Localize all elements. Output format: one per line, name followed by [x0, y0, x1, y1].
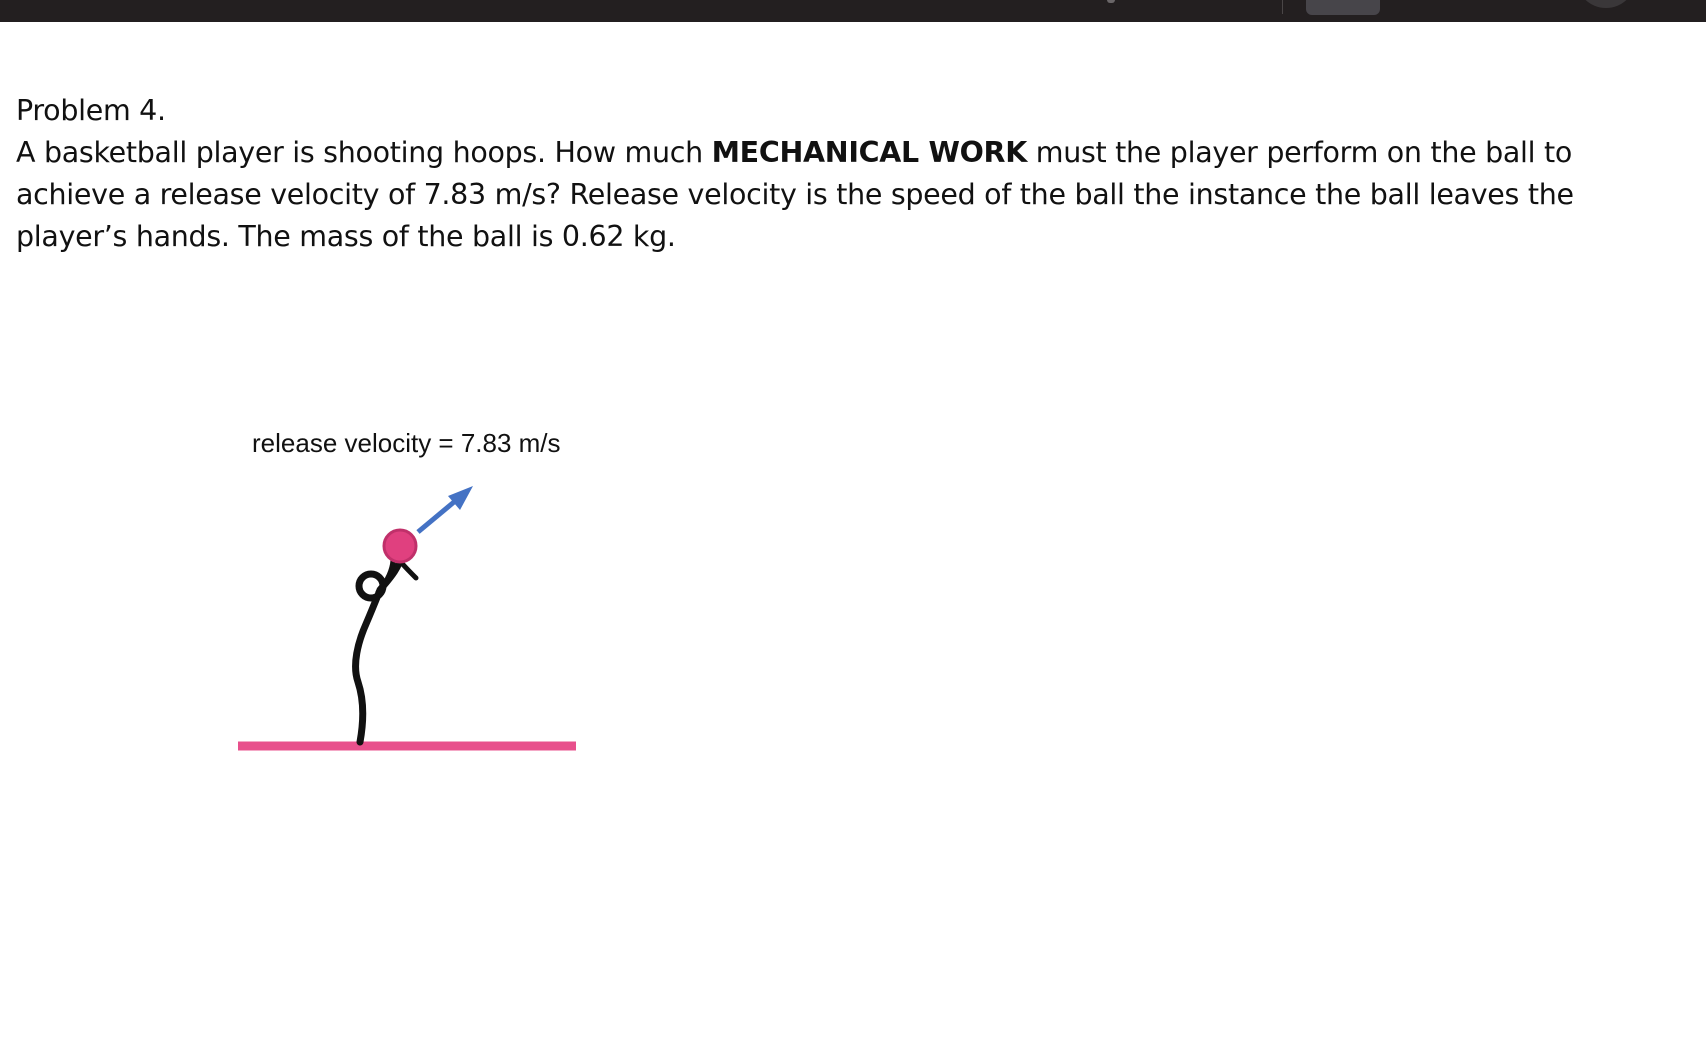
figure-drawing — [230, 420, 630, 770]
toolbar-indicator — [1107, 0, 1115, 3]
problem-text — [16, 132, 1656, 258]
top-toolbar — [0, 0, 1706, 22]
stick-figure-icon — [356, 548, 416, 742]
problem-heading: Problem 4. — [16, 94, 166, 127]
problem-block — [16, 90, 1656, 258]
figure-label: release velocity = 7.83 m/s — [252, 428, 561, 458]
velocity-arrow-icon — [418, 486, 473, 532]
toolbar-tab-button[interactable] — [1306, 0, 1380, 15]
problem-text-part1: A basketball player is shooting hoops. How much — [16, 136, 712, 169]
problem-text-bold: MECHANICAL WORK — [711, 136, 1027, 169]
problem-text-part2: must the player perform on the ball to achieve a release velocity of 7.83 m/s? Release velocity is the speed of the ball the instance the ball leaves the player’s hands. The mass of the ball is 0.62 kg. — [16, 136, 1574, 253]
basketball-icon — [384, 530, 416, 562]
toolbar-divider — [1282, 0, 1283, 14]
toolbar-round-button[interactable] — [1576, 0, 1636, 8]
problem-figure — [230, 420, 630, 770]
